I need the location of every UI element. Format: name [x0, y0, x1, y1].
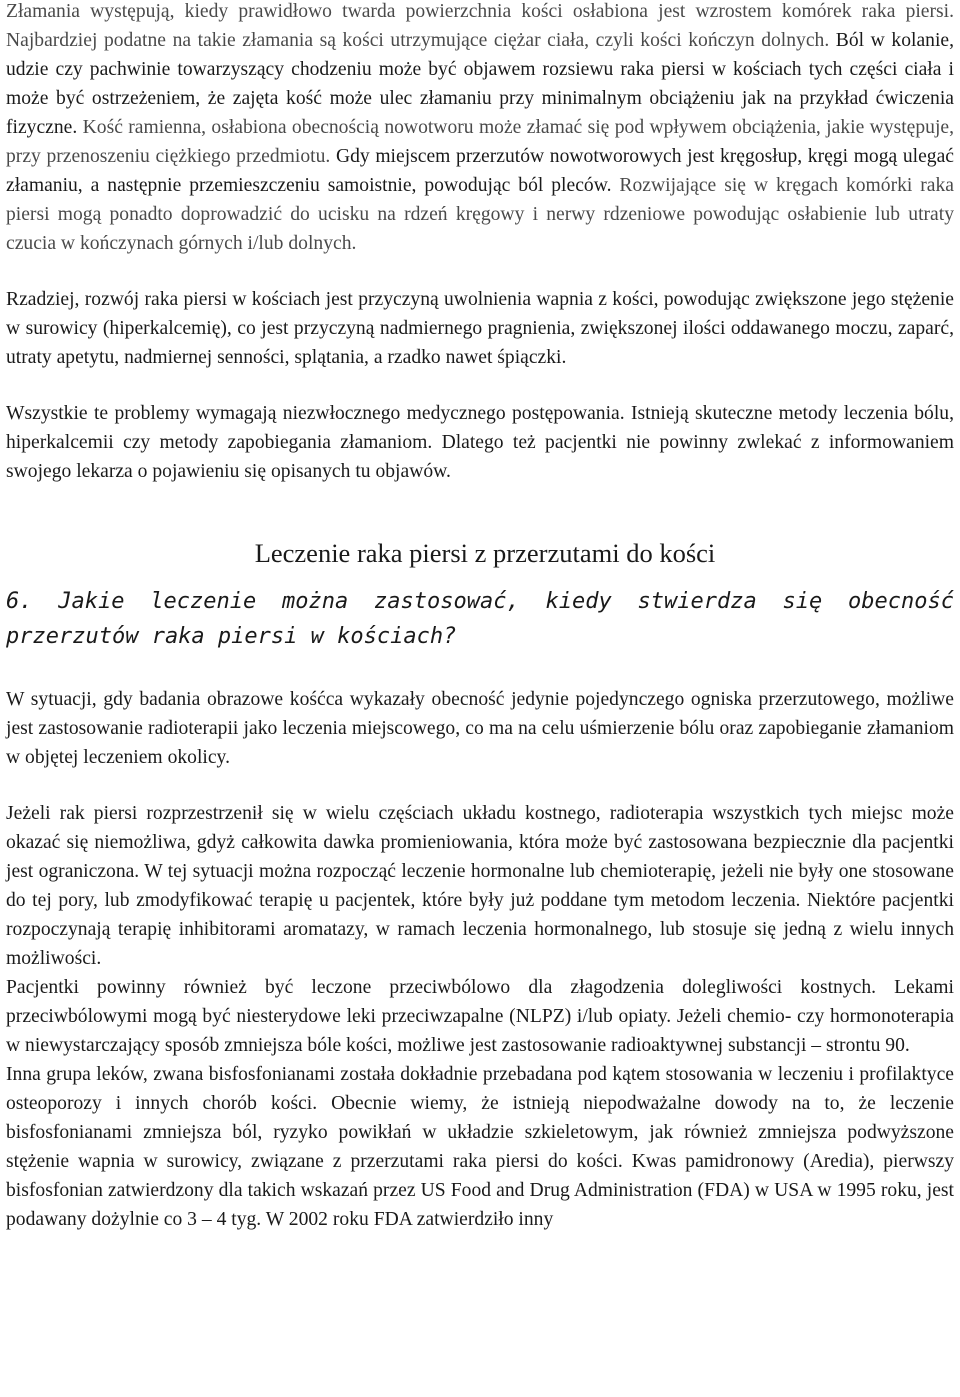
paragraph-spacer [6, 372, 954, 399]
paragraph-urgent-care [6, 399, 954, 486]
paragraph-pain-treatment: Pacjentki powinny również być leczone przeciwbólowo dla złagodzenia dolegliwości kostnych. Lekami przeciwbólowymi mogą być niesterydowe leki przeciwzapalne (NLPZ) i/lub opiaty. Jeżeli chemio- czy hormonoterapia w niewystarczający sposób zmniejsza bóle kości, możliwe jest zastosowanie radioaktywnej substancji – strontu 90. [6, 977, 954, 1056]
sentence: Rozwijające się w kręgach komórki raka piersi mogą ponadto doprowadzić do ucisku na rdzeń kręgowy i nerwy rdzeniowe powodując osłabienie lub utraty czucia w kończynach górnych i/lub dolnych. [6, 175, 954, 254]
paragraph-single-lesion: W sytuacji, gdy badania obrazowe kośćca wykazały obecność jedynie pojedynczego ogniska przerzutowego, możliwe jest zastosowanie radioterapii jako leczenia miejscowego, co ma na celu uśmierzenie bólu oraz zapobieganie złamaniom w objętej leczeniem okolicy. [6, 689, 954, 768]
section-title: Leczenie raka piersi z przerzutami do kości [254, 538, 716, 568]
paragraph-multiple-lesions: Jeżeli rak piersi rozprzestrzenił się w wielu częściach układu kostnego, radioterapia wszystkich tych miejsc może okazać się niemożliwa, gdyż całkowita dawka promieniowania, która może być zastosowana bezpiecznie dla pacjentki jest ograniczona. W tej sytuacji można rozpocząć leczenie hormonalne lub chemioterapię, jeżeli nie były one stosowane do tej pory, lub zmodyfikować terapię u pacjentek, które były już poddane tym metodom leczenia. Niektóre pacjentki rozpoczynają terapię inhibitorami aromatazy, w ramach leczenia hormonalnego, lub stosuje się jedną z wielu innych możliwości. [6, 803, 954, 969]
paragraph-spacer [6, 772, 954, 799]
sentence: Złamania występują, kiedy prawidłowo twarda powierzchnia kości osłabiona jest wzrostem komórek raka piersi. Najbardziej podatne na takie złamania są kości utrzymujące ciężar ciała, czyli kości kończyn dolnych. [6, 1, 954, 51]
question-heading: 6. Jakie leczenie można zastosować, kiedy stwierdza się obecność przerzutów raka piersi w kościach? [6, 589, 954, 649]
heading-spacer [6, 570, 954, 584]
document-page [6, 0, 954, 1234]
paragraph-hypercalcemia [6, 285, 954, 372]
sentence: Kość ramienna, osłabiona obecnością nowotworu może złamać się pod wpływem obciążenia, jakie występuje, przy przenoszeniu ciężkiego przedmiotu. [6, 117, 954, 167]
sentence: Gdy miejscem przerzutów nowotworowych jest kręgosłup, kręgi mogą ulegać złamaniu, a następnie przemieszczeniu samoistnie, powodując ból pleców. [6, 146, 954, 196]
heading-spacer [6, 654, 954, 685]
paragraph-bisphosphonates: Inna grupa leków, zwana bisfosfonianami została dokładnie przebadana pod kątem stosowania w leczeniu i profilaktyce osteoporozy i innych chorób kości. Obecnie wiemy, że istnieją niepodważalne dowody na to, że leczenie bisfosfonianami zmniejsza ból, ryzyko powikłań w układzie szkieletowym, jak również zmniejsza podwyższone stężenie wapnia w surowicy, związane z przerzutami raka piersi do kości. Kwas pamidronowy (Aredia), pierwszy bisfosfonian zatwierdzony dla takich wskazań przez US Food and Drug Administration (FDA) w USA w 1995 roku, jest podawany dożylnie co 3 – 4 tyg. W 2002 roku FDA zatwierdziło inny [6, 1064, 954, 1230]
paragraph-spacer [6, 258, 954, 285]
section-spacer [6, 486, 954, 536]
paragraph-fractures [6, 0, 954, 258]
sentence: Rzadziej, rozwój raka piersi w kościach jest przyczyną uwolnienia wapnia z kości, powodując zwiększone jego stężenie w surowicy (hiperkalcemię), co jest przyczyną nadmiernego pragnienia, zwiększonej ilości oddawanego moczu, zaparć, utraty apetytu, nadmiernej senności, splątania, a rzadko nawet śpiączki. [6, 289, 954, 368]
sentence: Wszystkie te problemy wymagają niezwłocznego medycznego postępowania. Istnieją skuteczne metody leczenia bólu, hiperkalcemii czy metody zapobiegania złamaniom. Dlatego też pacjentki nie powinny zwlekać z informowaniem swojego lekarza o pojawieniu się opisanych tu objawów. [6, 403, 954, 482]
sentence: Ból w kolanie, udzie czy pachwinie towarzyszący chodzeniu może być objawem rozsiewu raka piersi w kościach tych części ciała i może być ostrzeżeniem, że zajęta kość może ulec złamaniu przy minimalnym obciążeniu jak na przykład ćwiczenia fizyczne. [6, 30, 954, 138]
